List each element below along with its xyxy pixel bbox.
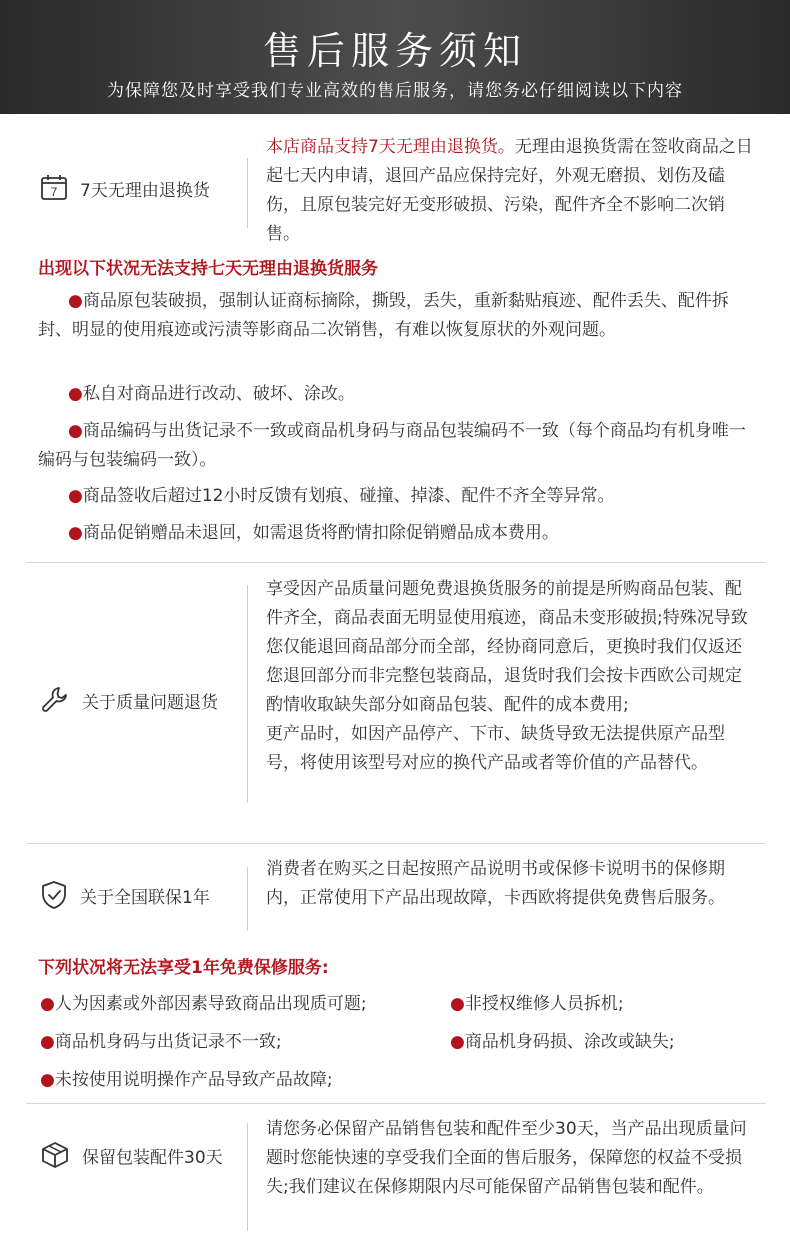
packaging-label-text: 保留包装配件30天 xyxy=(82,1147,223,1168)
return7-label-text: 7天无理由退换货 xyxy=(80,180,210,201)
warranty-text: 消费者在购买之日起按照产品说明书或保修卡说明书的保修期内，正常使用下产品出现故障，卡西欧将提供免费售后服务。 xyxy=(266,859,725,908)
bullet-dot: ● xyxy=(68,384,83,404)
divider-vertical xyxy=(247,867,248,931)
page-subtitle: 为保障您及时享受我们专业高效的售后服务，请您务必仔细阅读以下内容 xyxy=(107,81,683,101)
warranty-exclusion-item: ●未按使用说明操作产品导致产品故障; xyxy=(40,1070,333,1090)
warranty-exclusion-item: ●商品机身码损、涂改或缺失; xyxy=(450,1032,675,1052)
divider-vertical xyxy=(247,585,248,803)
page-header xyxy=(0,0,790,114)
packaging-text: 请您务必保留产品销售包装和配件至少30天，当产品出现质量问题时您能快速的享受我们全面的售后服务，保障您的权益不受损失;我们建议在保修期限内尽可能保留产品销售包装和配件。 xyxy=(266,1119,747,1197)
quality-section xyxy=(26,575,766,833)
exclusion-item: ●商品原包装破损，强制认证商标摘除，撕毁，丢失，重新黏贴痕迹、配件丢失、配件拆封、明显的使用痕迹或污渍等影商品二次销售，有难以恢复原状的外观问题。 xyxy=(38,291,729,340)
quality-paragraph: 更产品时，如因产品停产、下市、缺货导致无法提供原产品型号，将使用该型号对应的换代产品或者等价值的产品替代。 xyxy=(266,724,725,773)
warranty-label xyxy=(40,880,210,910)
warranty-section xyxy=(26,855,766,945)
exclusion-item: ●私自对商品进行改动、破坏、涂改。 xyxy=(68,384,355,404)
return7-highlight: 本店商品支持7天无理由退换货。 xyxy=(266,137,515,157)
warranty-label-text: 关于全国联保1年 xyxy=(80,887,210,908)
warranty-exclusion-item: ●商品机身码与出货记录不一致; xyxy=(40,1032,282,1052)
packaging-label xyxy=(40,1140,223,1170)
divider-vertical xyxy=(247,158,248,228)
exclusion-item: ●商品编码与出货记录不一致或商品机身码与商品包装编码不一致（每个商品均有机身唯一编码与包装编码一致）。 xyxy=(38,421,746,470)
packaging-section xyxy=(26,1115,766,1235)
calendar-icon xyxy=(40,174,68,202)
quality-label xyxy=(40,685,218,715)
bullet-dot: ● xyxy=(68,421,83,441)
divider-vertical xyxy=(247,1123,248,1231)
return7-section xyxy=(26,130,766,245)
bullet-dot: ● xyxy=(68,523,83,543)
shield-check-icon xyxy=(40,880,68,910)
svg-text:7: 7 xyxy=(50,185,58,199)
section-divider xyxy=(26,1103,766,1104)
section-divider xyxy=(26,562,766,563)
exclusion-item: ●商品签收后超过12小时反馈有划痕、碰撞、掉漆、配件不齐全等异常。 xyxy=(68,486,615,506)
bullet-dot: ● xyxy=(68,486,83,506)
bullet-dot: ● xyxy=(68,291,83,311)
warranty-exclusion-item: ●人为因素或外部因素导致商品出现质可题; xyxy=(40,994,367,1014)
quality-paragraph: 享受因产品质量问题免费退换货服务的前提是所购商品包装、配件齐全，商品表面无明显使用痕迹，商品未变形破损;特殊况导致您仅能退回商品部分而全部，经协商同意后，更换时我们仅返还您退回部分而非完整包装商品，退货时我们会按卡西欧公司规定酌情收取缺失部分如商品包装、配件的成本费用; xyxy=(266,579,748,715)
page-title: 售后服务须知 xyxy=(262,29,527,73)
return7-label xyxy=(40,174,210,202)
exclusions-title: 出现以下状况无法支持七天无理由退换货服务 xyxy=(38,259,378,279)
warranty-exclusions-title: 下列状况将无法享受1年免费保修服务: xyxy=(38,958,329,978)
return7-body: 无理由退换货需在签收商品之日起七天内申请，退回产品应保持完好，外观无磨损、划伤及磕伤，且原包装完好无变形破损、污染，配件齐全不影响二次销售。 xyxy=(266,137,753,244)
wrench-icon xyxy=(40,685,70,715)
section-divider xyxy=(26,843,766,844)
exclusion-item: ●商品促销赠品未退回，如需退货将酌情扣除促销赠品成本费用。 xyxy=(68,523,559,543)
quality-text xyxy=(266,575,756,778)
quality-label-text: 关于质量问题退货 xyxy=(82,692,218,713)
box-icon xyxy=(40,1140,70,1170)
return7-text xyxy=(266,133,756,249)
warranty-exclusion-item: ●非授权维修人员拆机; xyxy=(450,994,624,1014)
